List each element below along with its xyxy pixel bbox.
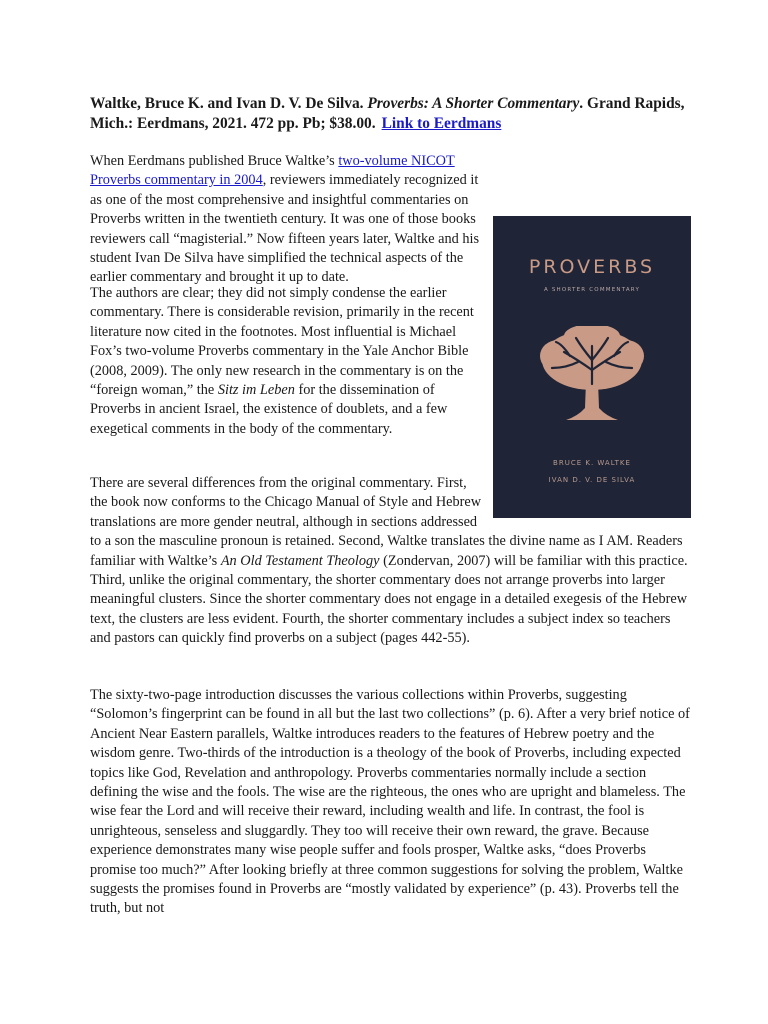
paragraph-2-text-b: for the dissemination of Proverbs in ancient Israel, the existence of doublets, and a few exegetical comments in the body of the commentary. xyxy=(90,382,448,437)
paragraph-3-text-b: (Zondervan, 2007) will be familiar with this practice. Third, unlike the original commentary, the shorter commentary does not arrange proverbs into larger meaningful clusters. Since the shorter commentary does not engage in a detailed exegesis of the Hebrew text, the clusters are less evident. Fourth, the shorter commentary includes a subject index so teachers and pastors can quickly find proverbs on a subject (pages 442-55). xyxy=(90,552,688,647)
cover-author-1: BRUCE K. WALTKE xyxy=(553,459,631,467)
citation-publisher: . Grand Rapids, Mich.: Eerdmans, 2021. 472 pp. Pb; $38.00. xyxy=(90,95,685,132)
paragraph-1-text-a: When Eerdmans published Bruce Waltke’s xyxy=(90,153,339,169)
cover-author-2: IVAN D. V. DE SILVA xyxy=(548,476,636,484)
paragraph-1 xyxy=(90,152,482,288)
citation-authors: Waltke, Bruce K. and Ivan D. V. De Silva. xyxy=(90,95,368,112)
paragraph-2-text-a: The authors are clear; they did not simply condense the earlier commentary. There is considerable revision, primarily in the recent literature now cited in the footnotes. Most influential is Michael Fox’s two-volume Proverbs commentary in the Yale Anchor Bible (2008, 2009). The only new research in the commentary is on the “foreign woman,” the xyxy=(90,285,474,399)
paragraph-4: The sixty-two-page introduction discusses the various collections within Proverbs, suggesting “Solomon’s fingerprint can be found in all but the last two collections” (p. 6). After a very brief notice of Ancient Near Eastern parallels, Waltke introduces readers to the features of Hebrew poetry and the wisdom genre. Two-thirds of the introduction is a theology of the book of Proverbs, including expected topics like God, Revelation and anthropology. Proverbs commentaries normally include a section defining the wise and the fools. The wise are the righteous, the ones who are upright and blameless. The wise fear the Lord and will receive their reward, including wealth and life. In contrast, the fool is unrighteous, senseless and sluggardly. They too will receive their own reward, the grave. Because experience demonstrates many wise people suffer and fools prosper, Waltke asks, “does Proverbs promise too much?” After looking briefly at three common suggestions for solving the problem, Waltke suggests the promises found in Proverbs are “mostly validated by experience” (p. 43). Proverbs tell the truth, but not xyxy=(90,687,690,917)
paragraph-3-italic: An Old Testament Theology xyxy=(220,552,380,569)
paragraph-2-italic: Sitz im Leben xyxy=(217,382,295,399)
cover-subtitle: A SHORTER COMMENTARY xyxy=(543,287,641,293)
tree-icon xyxy=(538,326,646,426)
book-citation xyxy=(90,94,690,134)
paragraph-3 xyxy=(90,474,690,649)
book-cover-image xyxy=(493,216,691,518)
eerdmans-link[interactable]: Link to Eerdmans xyxy=(381,115,502,132)
paragraph-1-text-b: , reviewers immediately recognized it as one of the most comprehensive and insightful commentaries on Proverbs written in the twentieth century. It was one of those books reviewers call “magisterial.” Now fifteen years later, Waltke and his student Ivan De Silva have simplified the technical aspects of the earlier commentary and brought it up to date. xyxy=(90,172,480,286)
nicot-commentary-link[interactable]: two-volume NICOT Proverbs commentary in 2004 xyxy=(90,153,455,189)
paragraph-2 xyxy=(90,284,482,439)
citation-title: Proverbs: A Shorter Commentary xyxy=(367,95,580,112)
paragraph-3-text-a: There are several differences from the original commentary. First, the book now conforms to the Chicago Manual of Style and Hebrew translations are more gender neutral, although in sections addressed to a son the masculine pronoun is retained. Second, Waltke translates the divine name as I AM. Readers familiar with Waltke’s xyxy=(90,475,683,569)
cover-wrap-spacer xyxy=(484,474,690,530)
cover-title: PROVERBS xyxy=(528,256,656,278)
